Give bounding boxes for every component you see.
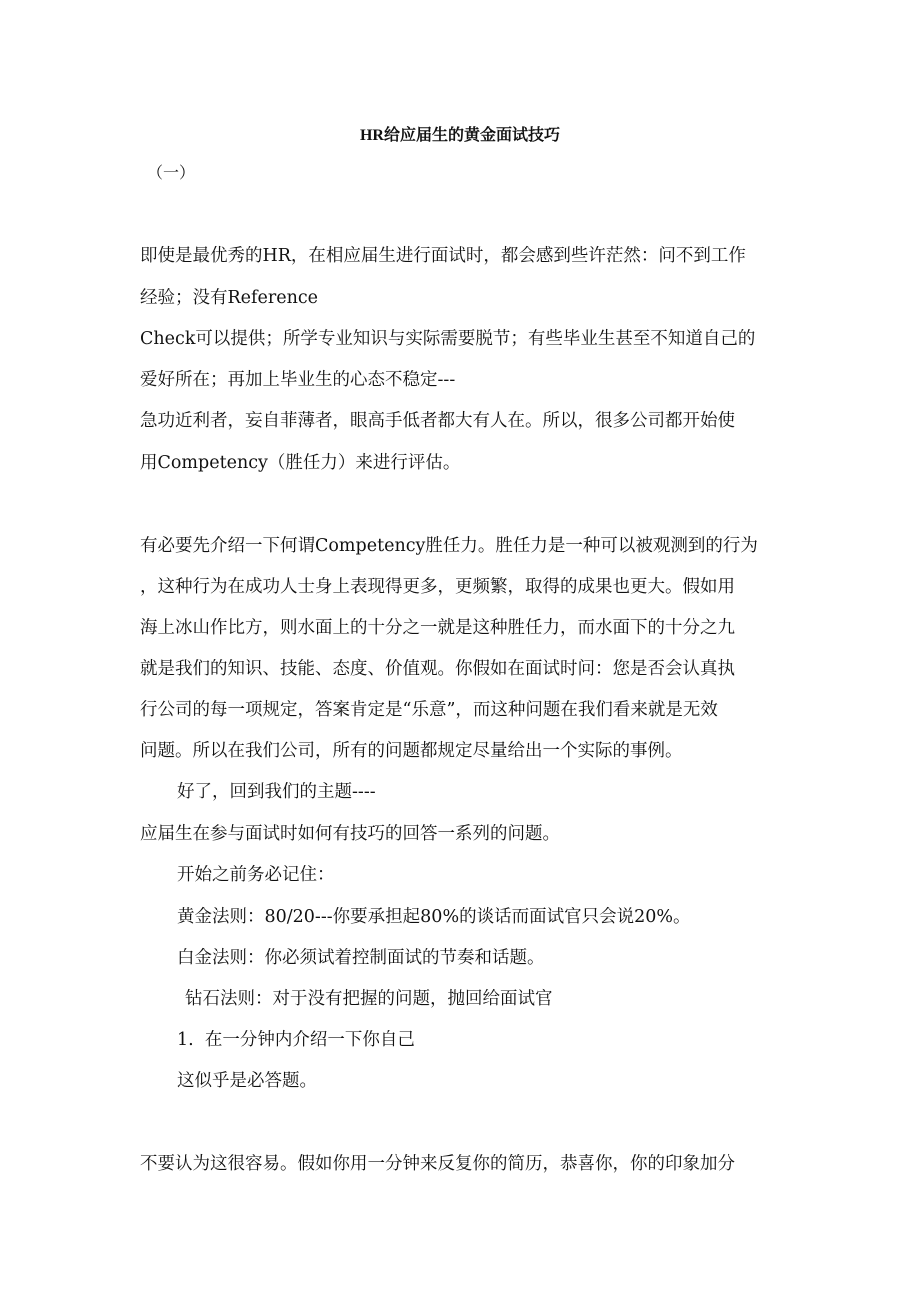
paragraph-line: 爱好所在；再加上毕业生的心态不稳定--- [140,370,456,390]
document-title: HR给应届生的黄金面试技巧 [359,127,560,144]
paragraph-line: 用Competency（胜任力）来进行评估。 [140,453,461,473]
paragraph-line: 应届生在参与面试时如何有技巧的回答一系列的问题。 [140,824,560,844]
paragraph-line: 就是我们的知识、技能、态度、价值观。你假如在面试时问：您是否会认真执 [140,659,735,679]
paragraph-line: 急功近利者，妄自菲薄者，眼高手低者都大有人在。所以，很多公司都开始使 [140,411,735,431]
paragraph-line: 行公司的每一项规定，答案肯定是“乐意”，而这种问题在我们看来就是无效 [140,700,718,720]
paragraph-line: 好了，回到我们的主题---- [177,782,376,802]
golden-rule-line: 黄金法则：80/20---你要承担起80%的谈话而面试官只会说20%。 [177,907,691,927]
paragraph-line: 即使是最优秀的HR，在相应届生进行面试时，都会感到些许茫然：问不到工作 [140,246,746,266]
diamond-rule-line: 钻石法则：对于没有把握的问题，抛回给面试官 [185,989,553,1009]
section-marker: （一） [147,163,196,182]
paragraph-line: 有必要先介绍一下何谓Competency胜任力。胜任力是一种可以被观测到的行为 [140,536,758,556]
paragraph-line: 不要认为这很容易。假如你用一分钟来反复你的简历，恭喜你，你的印象加分 [140,1154,735,1174]
paragraph-line: 海上冰山作比方，则水面上的十分之一就是这种胜任力，而水面下的十分之九 [140,618,735,638]
question-heading: 1. 在一分钟内介绍一下你自己 [177,1030,415,1050]
rule-intro-line: 开始之前务必记住： [177,865,335,885]
paragraph-line: 问题。所以在我们公司，所有的问题都规定尽量给出一个实际的事例。 [140,741,683,761]
paragraph-line: 这似乎是必答题。 [177,1071,317,1091]
platinum-rule-line: 白金法则：你必须试着控制面试的节奏和话题。 [177,948,545,968]
paragraph-line: Check可以提供；所学专业知识与实际需要脱节；有些毕业生甚至不知道自己的 [140,329,756,349]
paragraph-line: ，这种行为在成功人士身上表现得更多，更频繁，取得的成果也更大。假如用 [140,577,735,597]
paragraph-line: 经验；没有Reference [140,288,319,308]
